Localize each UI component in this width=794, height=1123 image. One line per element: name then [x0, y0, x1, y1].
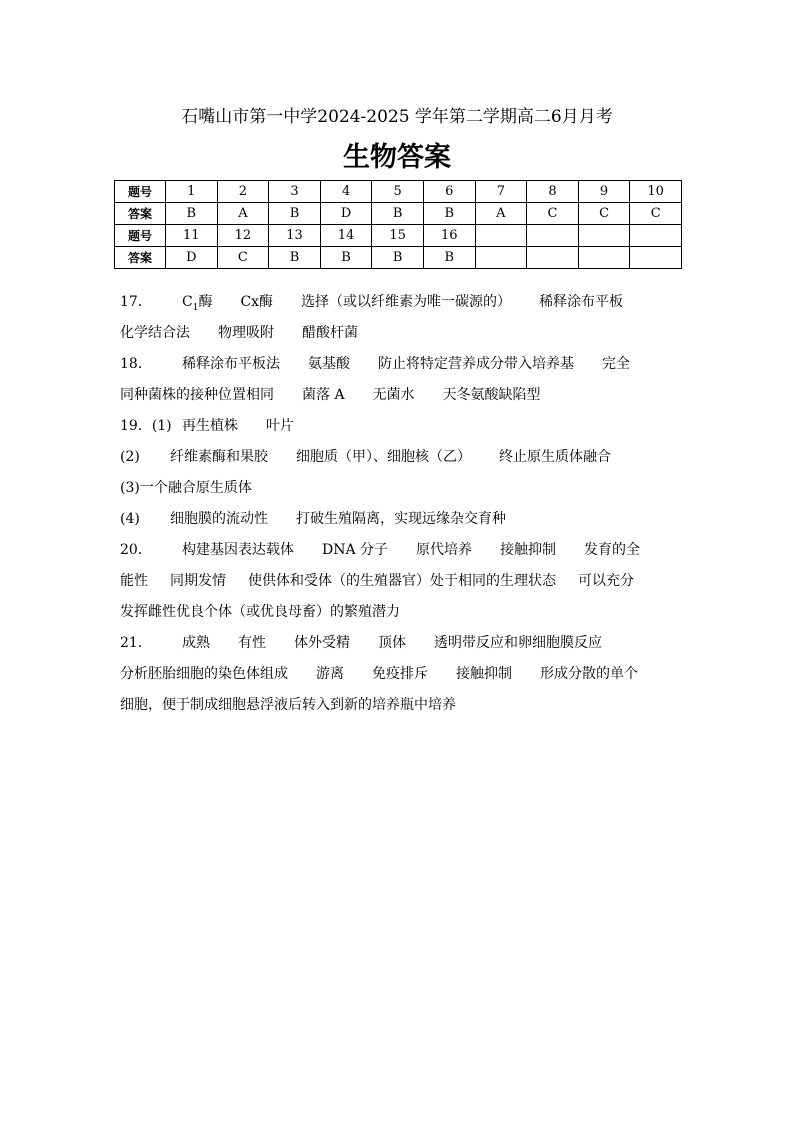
- q19-part-2-number: (2): [120, 449, 140, 465]
- q19-2-answer-1: 纤维素酶和果胶: [170, 449, 268, 465]
- answer-cell: B: [269, 203, 321, 225]
- q19-2-answer-3: 终止原生质体融合: [499, 449, 611, 465]
- question-number-cell: 12: [217, 225, 269, 247]
- question-number-cell: [578, 225, 630, 247]
- question-number-cell: 15: [372, 225, 424, 247]
- question-number-cell: 14: [320, 225, 372, 247]
- q21-answer-7: 游离: [316, 666, 344, 682]
- answer-body: [120, 290, 680, 724]
- q21-line-1: [120, 631, 680, 662]
- q19-part-4-number: (4): [120, 511, 140, 527]
- q20-line-1: [120, 538, 680, 569]
- answer-cell: B: [320, 247, 372, 269]
- q21-line-2: [120, 662, 680, 693]
- q18-answer-7: 无菌水: [372, 387, 415, 403]
- question-number-cell: 7: [475, 181, 527, 203]
- q21-answer-6: 分析胚胎细胞的染色体组成: [120, 666, 288, 682]
- q19-number: 19．(1): [120, 418, 172, 434]
- q17-answer-6: 物理吸附: [218, 325, 274, 341]
- q17-answer-1: $C_1$酶: [182, 294, 213, 313]
- q21-answer-10: 形成分散的单个: [540, 666, 638, 682]
- answer-cell: C: [217, 247, 269, 269]
- q18-line-2: [120, 383, 680, 414]
- question-number-cell: 16: [423, 225, 475, 247]
- q21-answer-1: 成熟: [182, 635, 210, 651]
- q21-number: 21．: [120, 635, 152, 651]
- q20-answer-8-cont: 发挥雌性优良个体（或优良母畜）的繁殖潜力: [120, 604, 400, 620]
- question-number-cell: 9: [578, 181, 630, 203]
- page-title: 生物答案: [343, 142, 451, 173]
- q19-4-answer-2: 打破生殖隔离，实现远缘杂交育种: [296, 511, 506, 527]
- q19-4-answer-1: 细胞膜的流动性: [170, 511, 268, 527]
- q18-answer-3: 防止将特定营养成分带入培养基: [378, 356, 574, 372]
- q17-answer-5: 化学结合法: [120, 325, 190, 341]
- q19-line-1: [120, 414, 680, 445]
- q17-answer-7: 醋酸杆菌: [302, 325, 358, 341]
- q18-answer-8: 天冬氨酸缺陷型: [442, 387, 541, 403]
- answer-table: [114, 180, 682, 269]
- answer-cell: B: [423, 247, 475, 269]
- q18-number: 18．: [120, 356, 152, 372]
- q18-answer-5: 同种菌株的接种位置相同: [120, 387, 274, 403]
- q19-3-answer: (3)一个融合原生质体: [120, 480, 252, 496]
- question-number-cell: 3: [269, 181, 321, 203]
- q20-answer-4: 接触抑制: [500, 542, 557, 558]
- question-number-cell: 10: [630, 181, 682, 203]
- q21-answer-10-cont: 细胞，便于制成细胞悬浮液后转入到新的培养瓶中培养: [120, 697, 456, 713]
- q21-answer-5: 透明带反应和卵细胞膜反应: [434, 635, 602, 651]
- question-number-cell: 1: [166, 181, 218, 203]
- answer-cell: B: [372, 203, 424, 225]
- answer-header: 答案: [115, 247, 166, 269]
- answer-cell: A: [475, 203, 527, 225]
- q20-answer-3: 原代培养: [416, 542, 473, 558]
- answer-cell: C: [578, 203, 630, 225]
- q19-line-4: [120, 507, 680, 538]
- answer-cell: [527, 247, 579, 269]
- answer-cell: D: [166, 247, 218, 269]
- answer-cell: [578, 247, 630, 269]
- q21-answer-8: 免疫排斥: [372, 666, 428, 682]
- q21-answer-4: 顶体: [378, 635, 406, 651]
- table-row-questions: [115, 225, 682, 247]
- question-number-header: 题号: [115, 225, 166, 247]
- question-number-cell: 5: [372, 181, 424, 203]
- question-number-cell: [630, 225, 682, 247]
- q17-answer-3: 选择（或以纤维素为唯一碳源的）: [301, 294, 512, 310]
- q19-2-answer-2: 细胞质（甲）、细胞核（乙）: [296, 449, 471, 465]
- q17-line-2: [120, 321, 680, 352]
- q18-answer-1: 稀释涂布平板法: [182, 356, 280, 372]
- q17-answer-2: Cx酶: [240, 294, 274, 310]
- answer-cell: B: [269, 247, 321, 269]
- answer-cell: A: [217, 203, 269, 225]
- q17-number: 17．: [120, 294, 152, 310]
- q21-line-3: [120, 693, 680, 724]
- q18-answer-2: 氨基酸: [308, 356, 350, 372]
- q17-answer-4: 稀释涂布平板: [539, 294, 624, 310]
- q20-answer-1: 构建基因表达载体: [182, 542, 294, 558]
- question-number-header: 题号: [115, 181, 166, 203]
- q20-answer-8: 可以充分: [578, 573, 634, 589]
- q19-line-2: [120, 445, 680, 476]
- question-number-cell: 4: [320, 181, 372, 203]
- q18-line-1: [120, 352, 680, 383]
- q19-1-answer-1: 再生植株: [182, 418, 238, 434]
- question-number-cell: [527, 225, 579, 247]
- q20-line-3: [120, 600, 680, 631]
- answer-cell: B: [372, 247, 424, 269]
- answer-header: 答案: [115, 203, 166, 225]
- question-number-cell: 13: [269, 225, 321, 247]
- q20-answer-5-cont: 能性: [120, 573, 148, 589]
- q21-answer-2: 有性: [238, 635, 266, 651]
- question-number-cell: 8: [527, 181, 579, 203]
- table-row-answers: [115, 203, 682, 225]
- q20-line-2: [120, 569, 680, 600]
- q20-answer-6: 同期发情: [170, 573, 226, 589]
- q19-1-answer-2: 叶片: [266, 418, 294, 434]
- question-number-cell: 6: [423, 181, 475, 203]
- answer-cell: [630, 247, 682, 269]
- question-number-cell: [475, 225, 527, 247]
- answer-cell: B: [423, 203, 475, 225]
- q20-answer-2: DNA 分子: [322, 542, 389, 558]
- table-row-questions: [115, 181, 682, 203]
- question-number-cell: 2: [217, 181, 269, 203]
- q18-answer-4: 完全: [602, 356, 630, 372]
- q20-answer-5: 发育的全: [584, 542, 641, 558]
- q20-number: 20．: [120, 542, 152, 558]
- q20-answer-7: 使供体和受体（的生殖器官）处于相同的生理状态: [248, 573, 556, 589]
- answer-cell: D: [320, 203, 372, 225]
- answer-cell: C: [630, 203, 682, 225]
- q18-answer-6: 菌落 A: [302, 387, 345, 403]
- question-number-cell: 11: [166, 225, 218, 247]
- q21-answer-9: 接触抑制: [456, 666, 512, 682]
- q17-line-1: [120, 290, 680, 321]
- answer-cell: [475, 247, 527, 269]
- answer-cell: B: [166, 203, 218, 225]
- table-row-answers: [115, 247, 682, 269]
- exam-title: 石嘴山市第一中学2024-2025 学年第二学期高二6月月考: [181, 107, 613, 127]
- q21-answer-3: 体外受精: [294, 635, 350, 651]
- q19-line-3: [120, 476, 680, 507]
- answer-cell: C: [527, 203, 579, 225]
